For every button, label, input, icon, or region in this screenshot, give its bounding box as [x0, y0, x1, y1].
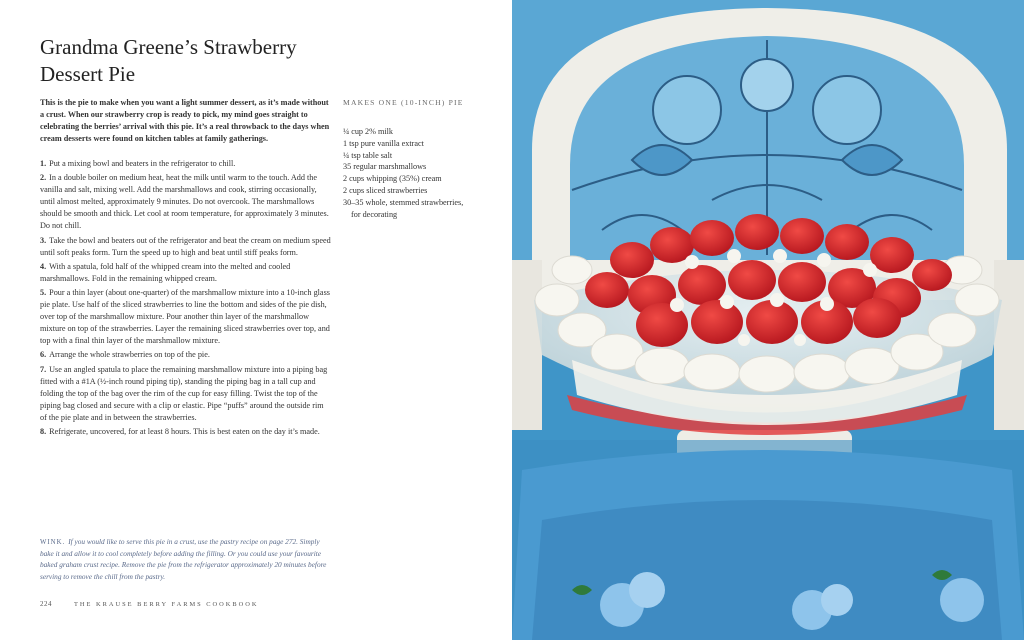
- left-frame-post: [512, 260, 542, 430]
- ingredient-item: 30–35 whole, stemmed strawberries, for decorating: [343, 197, 464, 219]
- step-item: [40, 235, 332, 259]
- wink-label: WINK.: [40, 539, 66, 546]
- ingredient-item: 2 cups whipping (35%) cream: [343, 174, 442, 184]
- step-item: [40, 349, 332, 361]
- strawberry-pie-photo: [512, 0, 1024, 640]
- step-text: Arrange the whole strawberries on top of the pie.: [49, 350, 210, 360]
- ingredient-list: [343, 126, 468, 220]
- step-number: 7.: [40, 364, 47, 374]
- step-item: [40, 364, 332, 424]
- right-frame-post: [994, 260, 1024, 430]
- page-footer: [40, 600, 440, 608]
- step-text: Put a mixing bowl and beaters in the refrigerator to chill.: [49, 159, 236, 168]
- book-title: THE KRAUSE BERRY FARMS COOKBOOK: [74, 601, 259, 608]
- photo-illustration: [512, 0, 1024, 640]
- recipe-title: Grandma Greene’s Strawberry Dessert Pie: [40, 35, 297, 86]
- blue-tray-inner: [532, 500, 1002, 640]
- step-number: 5.: [40, 287, 47, 297]
- step-number: 3.: [40, 235, 47, 245]
- step-text: In a double boiler on medium heat, heat the milk until warm to the touch. Add the vanilla and salt, mixing well. Add the marshmallows and cook, stirring occasionally, until almost melted, approximately 9 minutes. Do not overcook. The marshmallows should be smooth and thick. Let cool at room temperature, for approximately 3 minutes. Do not chill.: [40, 173, 329, 231]
- step-text: Use an angled spatula to place the remaining marshmallow mixture into a piping bag fitted with a #1A (½-inch round piping tip), standing the piping bag in a tall cup and folding the top of the bag over the rim of the cup for easy filling. Twist the top of the piping bag closed and secure with a clip or elastic. Pipe “puffs” around the outside rim of the pie plate and in between the strawberries.: [40, 364, 328, 422]
- step-number: 2.: [40, 173, 47, 183]
- step-text: Take the bowl and beaters out of the refrigerator and beat the cream on medium speed until soft peaks form. Turn the speed up to high and beat until stiff peaks form.: [40, 235, 331, 257]
- step-number: 6.: [40, 350, 47, 360]
- step-number: 1.: [40, 159, 47, 168]
- wink-tip: [40, 536, 332, 582]
- method-steps: [40, 158, 332, 440]
- ingredient-item: ¼ tsp table salt: [343, 150, 393, 160]
- ingredient-item: ¼ cup 2% milk: [343, 127, 394, 136]
- ingredient-item: 1 tsp pure vanilla extract: [343, 138, 424, 148]
- step-item: [40, 172, 332, 232]
- ingredient-item: 35 regular marshmallows: [343, 162, 427, 172]
- wink-text: If you would like to serve this pie in a crust, use the pastry recipe on page 272. Simply bake it and allow it to cool completely before adding the filling. Or you could use your favourite baked graham crust recipe. Remove the pie from the refrigerator approximately 20 minutes before serving to remove the chill from the pastry.: [40, 537, 327, 581]
- step-item: [40, 287, 332, 347]
- step-item: [40, 158, 332, 170]
- recipe-intro: This is the pie to make when you want a light summer dessert, as it’s made without a crust. When our strawberry crop is ready to pick, my mind goes straight to celebrating the berries’ arrival with this pie. It’s a real throwback to the days when cream desserts were found on kitchen tables at family gatherings.: [40, 98, 330, 143]
- step-item: [40, 426, 332, 438]
- step-item: [40, 261, 332, 285]
- step-number: 8.: [40, 426, 47, 436]
- step-text: With a spatula, fold half of the whipped cream into the melted and cooled marshmallows. Fold in the remaining whipped cream.: [40, 261, 291, 283]
- yield-label: MAKES ONE (10-INCH) PIE: [343, 98, 464, 107]
- page-number: 224: [40, 600, 52, 608]
- ingredient-item: 2 cups sliced strawberries: [343, 185, 428, 195]
- step-text: Pour a thin layer (about one-quarter) of the marshmallow mixture into a 10-inch glass pie plate. Use half of the sliced strawberries to line the bottom and sides of the pie dish, over top of the marshmallow mixture. Pour another thin layer of the marshmallow mixture on top of the strawberries. Layer the remaining sliced strawberries over top, and top with a final thin layer of the marshmallow mixture.: [40, 287, 330, 346]
- step-number: 4.: [40, 261, 47, 271]
- step-text: Refrigerate, uncovered, for at least 8 hours. This is best eaten on the day it’s made.: [49, 426, 320, 436]
